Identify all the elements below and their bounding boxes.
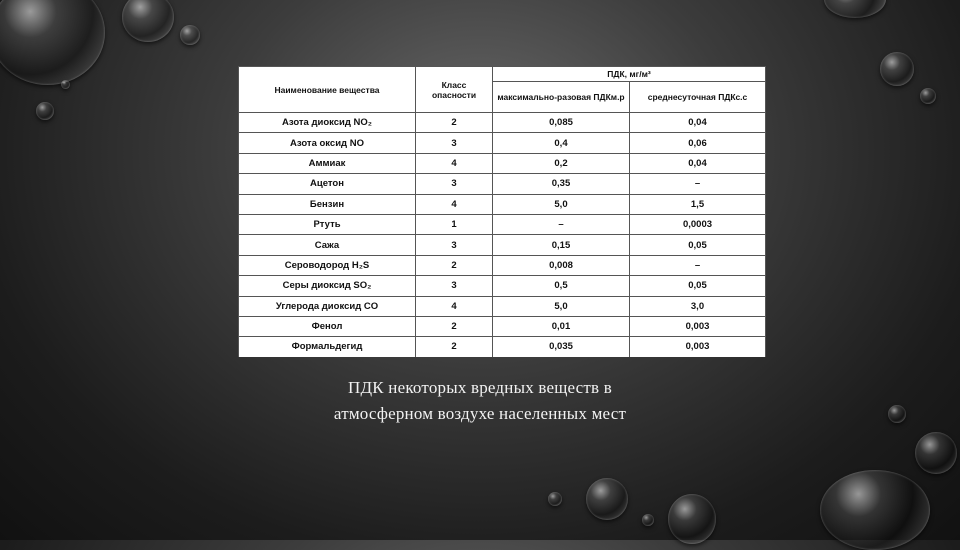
cell-max-single: 5,0	[493, 194, 630, 214]
cell-max-single: 0,35	[493, 174, 630, 194]
cell-substance-name: Углерода диоксид CO	[239, 296, 416, 316]
water-drop-decoration	[888, 405, 906, 423]
cell-daily-average: –	[630, 174, 766, 194]
cell-substance-name: Ацетон	[239, 174, 416, 194]
water-drop-decoration	[880, 52, 914, 86]
pdk-table-image	[238, 66, 766, 357]
table-row	[239, 153, 766, 173]
pdk-table	[238, 66, 766, 357]
cell-max-single: 0,15	[493, 235, 630, 255]
cell-substance-name: Азота оксид NO	[239, 133, 416, 153]
table-row	[239, 296, 766, 316]
cell-substance-name: Бензин	[239, 194, 416, 214]
cell-max-single: 5,0	[493, 296, 630, 316]
header-hazard-class: Класс опасности	[416, 67, 493, 113]
caption-line-2: атмосферном воздухе населенных мест	[333, 404, 627, 423]
cell-hazard-class: 3	[416, 235, 493, 255]
water-drop-decoration	[642, 514, 654, 526]
table-row	[239, 133, 766, 153]
cell-substance-name: Сероводород H₂S	[239, 255, 416, 275]
cell-hazard-class: 4	[416, 194, 493, 214]
caption-line-1: ПДК некоторых вредных веществ в	[348, 378, 612, 397]
water-drop-decoration	[180, 25, 200, 45]
water-drop-decoration	[548, 492, 562, 506]
cell-substance-name: Фенол	[239, 316, 416, 336]
cell-hazard-class: 3	[416, 174, 493, 194]
slide-caption	[200, 375, 760, 427]
water-drop-decoration	[61, 80, 70, 89]
table-row	[239, 255, 766, 275]
cell-max-single: 0,008	[493, 255, 630, 275]
table-row	[239, 214, 766, 234]
cell-max-single: 0,2	[493, 153, 630, 173]
cell-daily-average: –	[630, 255, 766, 275]
table-row	[239, 276, 766, 296]
cell-substance-name: Формальдегид	[239, 337, 416, 357]
water-drop-decoration	[36, 102, 54, 120]
cell-substance-name: Серы диоксид SO₂	[239, 276, 416, 296]
table-row	[239, 337, 766, 357]
cell-daily-average: 0,04	[630, 153, 766, 173]
cell-max-single: 0,085	[493, 113, 630, 133]
header-daily-average: среднесуточная ПДКс.с	[630, 82, 766, 113]
cell-daily-average: 0,003	[630, 316, 766, 336]
cell-daily-average: 3,0	[630, 296, 766, 316]
cell-hazard-class: 2	[416, 316, 493, 336]
table-row	[239, 113, 766, 133]
cell-substance-name: Сажа	[239, 235, 416, 255]
water-drop-decoration	[586, 478, 628, 520]
water-drop-decoration	[0, 0, 105, 85]
water-drop-decoration	[122, 0, 174, 42]
cell-max-single: 0,5	[493, 276, 630, 296]
cell-daily-average: 0,003	[630, 337, 766, 357]
cell-hazard-class: 2	[416, 113, 493, 133]
cell-daily-average: 1,5	[630, 194, 766, 214]
table-row	[239, 174, 766, 194]
cell-hazard-class: 3	[416, 133, 493, 153]
cell-max-single: 0,01	[493, 316, 630, 336]
cell-substance-name: Аммиак	[239, 153, 416, 173]
cell-hazard-class: 4	[416, 153, 493, 173]
cell-substance-name: Ртуть	[239, 214, 416, 234]
cell-daily-average: 0,04	[630, 113, 766, 133]
cell-daily-average: 0,06	[630, 133, 766, 153]
table-row	[239, 194, 766, 214]
water-drop-decoration	[920, 88, 936, 104]
cell-hazard-class: 4	[416, 296, 493, 316]
cell-max-single: –	[493, 214, 630, 234]
header-pdk: ПДК, мг/м³	[493, 67, 766, 82]
cell-substance-name: Азота диоксид NO₂	[239, 113, 416, 133]
cell-hazard-class: 2	[416, 337, 493, 357]
water-drop-decoration	[824, 0, 886, 18]
header-max-single: максимально-разовая ПДКм.р	[493, 82, 630, 113]
table-row	[239, 316, 766, 336]
table-header-row	[239, 67, 766, 82]
cell-max-single: 0,035	[493, 337, 630, 357]
cell-hazard-class: 2	[416, 255, 493, 275]
cell-daily-average: 0,05	[630, 235, 766, 255]
water-drop-decoration	[820, 470, 930, 550]
cell-daily-average: 0,0003	[630, 214, 766, 234]
header-substance-name: Наименование вещества	[239, 67, 416, 113]
cell-max-single: 0,4	[493, 133, 630, 153]
cell-hazard-class: 3	[416, 276, 493, 296]
cell-daily-average: 0,05	[630, 276, 766, 296]
water-drop-decoration	[668, 494, 716, 544]
cell-hazard-class: 1	[416, 214, 493, 234]
table-row	[239, 235, 766, 255]
water-drop-decoration	[915, 432, 957, 474]
